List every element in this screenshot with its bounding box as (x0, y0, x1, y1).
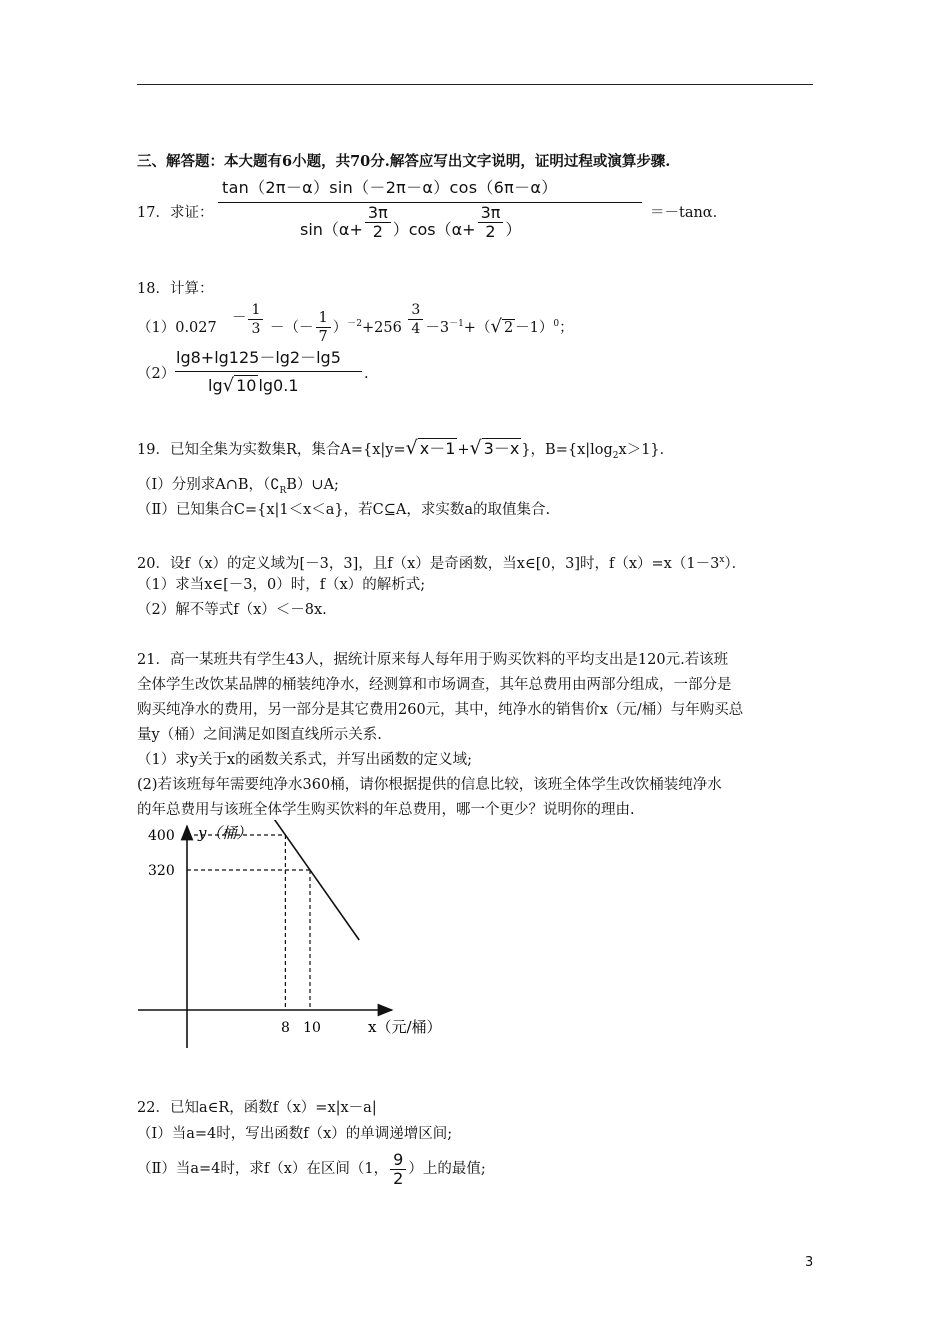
q17-frac2-den: 2 (485, 222, 496, 241)
q19-p1: （Ⅰ）分别求A∩B，（∁ (137, 477, 280, 493)
q21-line1: 21．高一某班共有学生43人，据统计原来每人每年用于购买饮料的平均支出是120元.若该班 (137, 652, 729, 668)
q18-p1-end: ； (559, 319, 574, 336)
q20-main-exp: x (719, 555, 725, 565)
q17-frac2-num: 3π (478, 204, 504, 223)
y-axis-label: y（桶） (198, 824, 252, 842)
q17-rhs: ＝－tanα． (650, 205, 728, 221)
data-line (252, 820, 359, 940)
q18-p1-exp2: －2 (347, 319, 362, 329)
q19-main-c: x＞1}． (618, 442, 675, 458)
q18-p1-sqrt: 2 (503, 319, 514, 336)
q17-frac1-num: 3π (365, 204, 391, 223)
q22-p2-den: 2 (393, 1168, 404, 1188)
price-quantity-chart (130, 820, 470, 1050)
q17-numerator: tan（2π－α）sin（－2π－α）cos（6π－α） (222, 178, 558, 197)
q19-main-b: }，B={x|log (521, 442, 613, 458)
q18-p1-b: ） (332, 319, 348, 336)
q18-p1-exp5: 0 (553, 319, 560, 329)
q18-p1-exp3-frac (408, 301, 423, 338)
q17-den-frac1 (365, 204, 391, 241)
q18-p1-frac-num: 1 (316, 309, 331, 328)
q20-part2: （2）解不等式f（x）＜－8x. (137, 602, 327, 618)
x-tick-8: 8 (280, 1020, 290, 1036)
q17-fraction-bar (218, 202, 642, 203)
q18-part1: （1）0.027 － $\frac{1}{3}$ －（－ $\frac{1}{7}$ ）$^{-2}$+256 $\frac{3}{4}$ $-3^{-1}+(√$ 2 －1）$^0$； (137, 302, 574, 346)
section-header: 三、解答题：本大题有6小题，共70分.解答应写出文字说明，证明过程或演算步骤. (137, 153, 671, 170)
q21-line4: 量y（桶）之间满足如图直线所示关系. (137, 727, 382, 743)
q18-title: 18．计算： (137, 281, 214, 297)
q20-main-a: 20．设f（x）的定义域为[－3，3]，且f（x）是奇函数，当x∈[0，3]时，f（x）=x（1－3 (137, 555, 720, 572)
q18-p1-exp1-frac (248, 301, 263, 338)
q20-main-b: ）． (724, 555, 747, 572)
q22-p2-num: 9 (390, 1151, 406, 1170)
q18-p1-f: －1） (515, 319, 554, 336)
q20-main (137, 550, 746, 574)
q18-p2-prefix: （2） (137, 366, 176, 382)
q18-p1-exp3-num: 3 (408, 301, 423, 320)
q18-p1-frac-den: 7 (318, 329, 328, 346)
q19-main-a: 19．已知全集为实数集R，集合A={x|y= (137, 442, 406, 458)
header-rule (137, 84, 813, 85)
page-number: 3 (805, 1255, 814, 1270)
q17-frac1-den: 2 (372, 222, 383, 241)
q17-prefix: 17．求证： (137, 205, 214, 221)
q18-p1-d: －3 (425, 319, 450, 336)
q19-main: 19．已知全集为实数集R，集合A={x|y=√ x－1 +√ 3－x }，$B=\{x|\log_2x>1\}$． (137, 437, 675, 461)
q22-part2 (137, 1148, 486, 1190)
q18-p1-exp3-den: 4 (411, 321, 421, 338)
q18-p2-numerator: lg8+lg125－lg2－lg5 (176, 348, 341, 367)
q22-p2-a: （Ⅱ）当a=4时，求f（x）在区间（1， (137, 1161, 389, 1177)
q19-p1-b: B）∪A; (286, 477, 339, 493)
q19-log-base: 2 (612, 450, 619, 461)
y-tick-400: 400 (148, 828, 175, 844)
q18-p1-a: －（－ (270, 319, 314, 336)
q18-p2-den-sqrt: 10 (236, 376, 257, 395)
q18-p1-exp1-num: 1 (248, 301, 263, 320)
q18-p2-end: . (364, 366, 369, 382)
q22-part1: （Ⅰ）当a=4时，写出函数f（x）的单调递增区间; (137, 1126, 453, 1142)
q19-sqrt1: x－1 (419, 439, 456, 458)
q18-p1-e: +（ (463, 319, 491, 336)
q18-p1-prefix: （1）0.027 (137, 319, 217, 336)
q18-p2-den-a: lg (208, 376, 223, 395)
q22-p2-b: ）上的最值; (408, 1161, 486, 1177)
q19-sqrt2: 3－x (483, 439, 520, 458)
q19-part1 (137, 475, 339, 501)
x-tick-10: 10 (303, 1020, 321, 1036)
y-tick-320: 320 (148, 863, 175, 879)
q22-main: 22．已知a∈R，函数f（x）=x|x－a| (137, 1100, 377, 1116)
q19-p1-sub: R (279, 485, 287, 496)
q21-part1: （1）求y关于x的函数关系式，并写出函数的定义域; (137, 752, 472, 768)
q17-den-frac2 (478, 204, 504, 241)
q18-p1-exp1-sign: － (231, 309, 247, 326)
q18-p2-denominator: lg√ 10 lg0.1 (208, 375, 299, 396)
q21-part2b: 的年总费用与该班全体学生购买饮料的年总费用，哪一个更少？说明你的理由. (137, 802, 635, 818)
q21-line2: 全体学生改饮某品牌的桶装纯净水，经测算和市场调查，其年总费用由两部分组成，一部分是 (137, 677, 732, 693)
q18-p2-bar (175, 371, 362, 372)
q18-p1-c: +256 (361, 319, 402, 336)
q19-part2: （Ⅱ）已知集合C={x|1＜x＜a}，若C⊆A，求实数a的取值集合. (137, 502, 551, 518)
q18-p2-den-b: lg0.1 (258, 376, 299, 395)
q20-part1: （1）求当x∈[－3，0）时，f（x）的解析式; (137, 577, 426, 593)
q21-line3: 购买纯净水的费用，另一部分是其它费用260元，其中，纯净水的销售价x（元/桶）与年购买总 (137, 702, 744, 718)
q17-denominator (300, 204, 521, 241)
x-axis-label: x（元/桶） (368, 1018, 442, 1036)
q17-den-mid: ）cos（α+ (392, 220, 476, 239)
q17-den-right: ） (505, 220, 522, 239)
q17-den-left: sin（α+ (300, 220, 363, 239)
q18-p1-frac (316, 309, 331, 346)
q21-part2a: (2)若该班每年需要纯净水360桶，请你根据提供的信息比较，该班全体学生改饮桶装纯净水 (137, 777, 722, 793)
q19-plus: + (457, 442, 470, 458)
q18-p1-exp1-den: 3 (251, 321, 261, 338)
q18-p1-exp4: －1 (449, 319, 464, 329)
q22-p2-frac (390, 1151, 406, 1188)
